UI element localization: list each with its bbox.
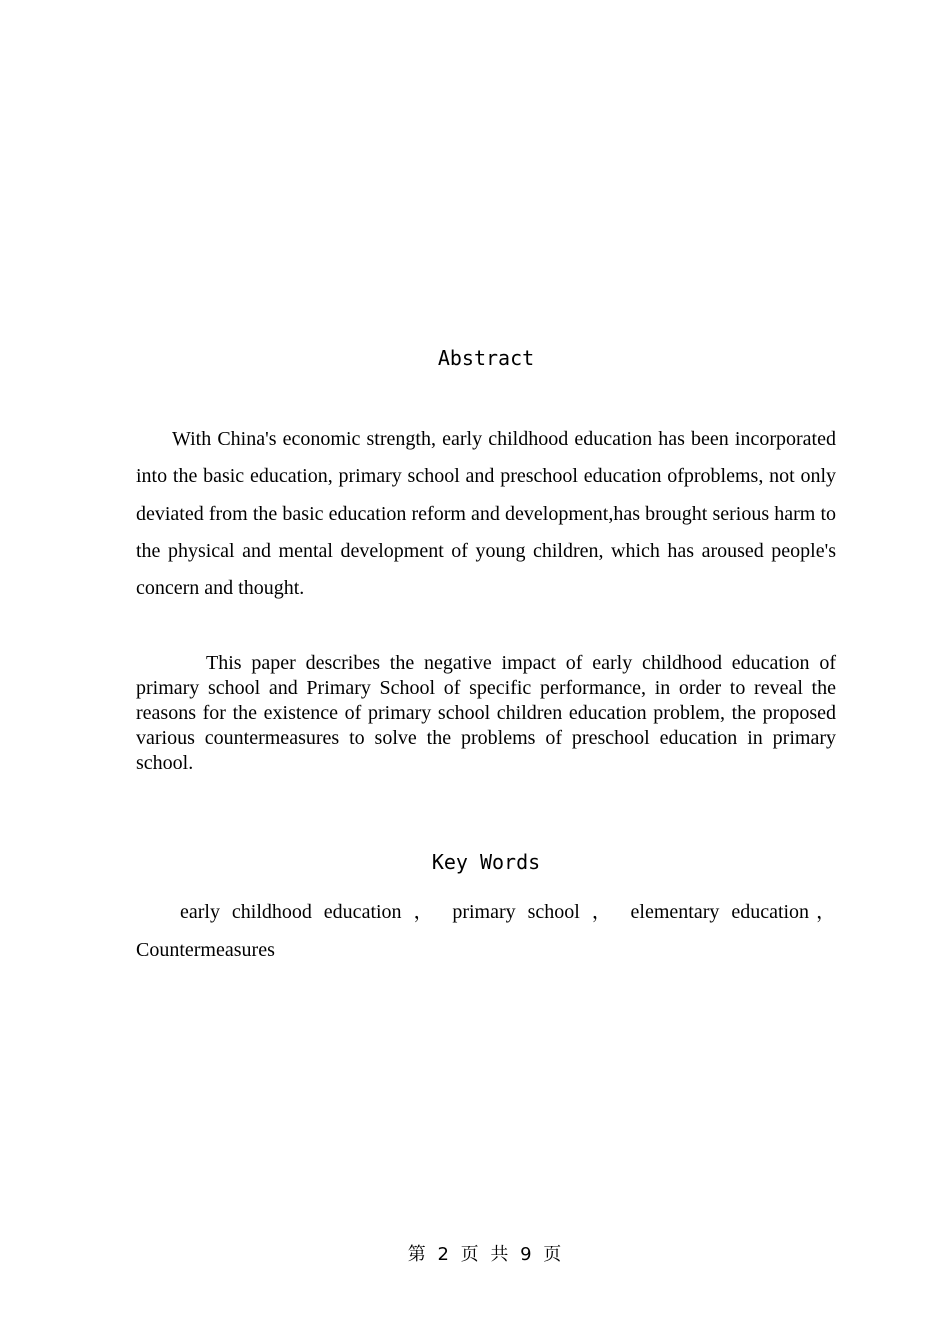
page-number-footer: 第 2 页 共 9 页 [407, 1244, 565, 1265]
abstract-paragraph-2: This paper describes the negative impact of early childhood education of primary school and Primary School of specific performance, in order to reveal the reasons for the existence of primary school children education problem, the proposed various countermeasures to solve the problems of preschool education in primary school. [136, 652, 836, 774]
abstract-heading: Abstract [437, 346, 535, 370]
keywords-text: early childhood education ， primary school ， elementary education，Countermeasures [136, 901, 836, 961]
abstract-paragraph-1: With China's economic strength, early childhood education has been incorporated into the basic education, primary school and preschool education ofproblems, not only deviated from the basic education reform and development,has brought serious harm to the physical and mental development of young children, which has aroused people's concern and thought. [136, 428, 836, 600]
keywords-heading: Key Words [431, 850, 541, 874]
